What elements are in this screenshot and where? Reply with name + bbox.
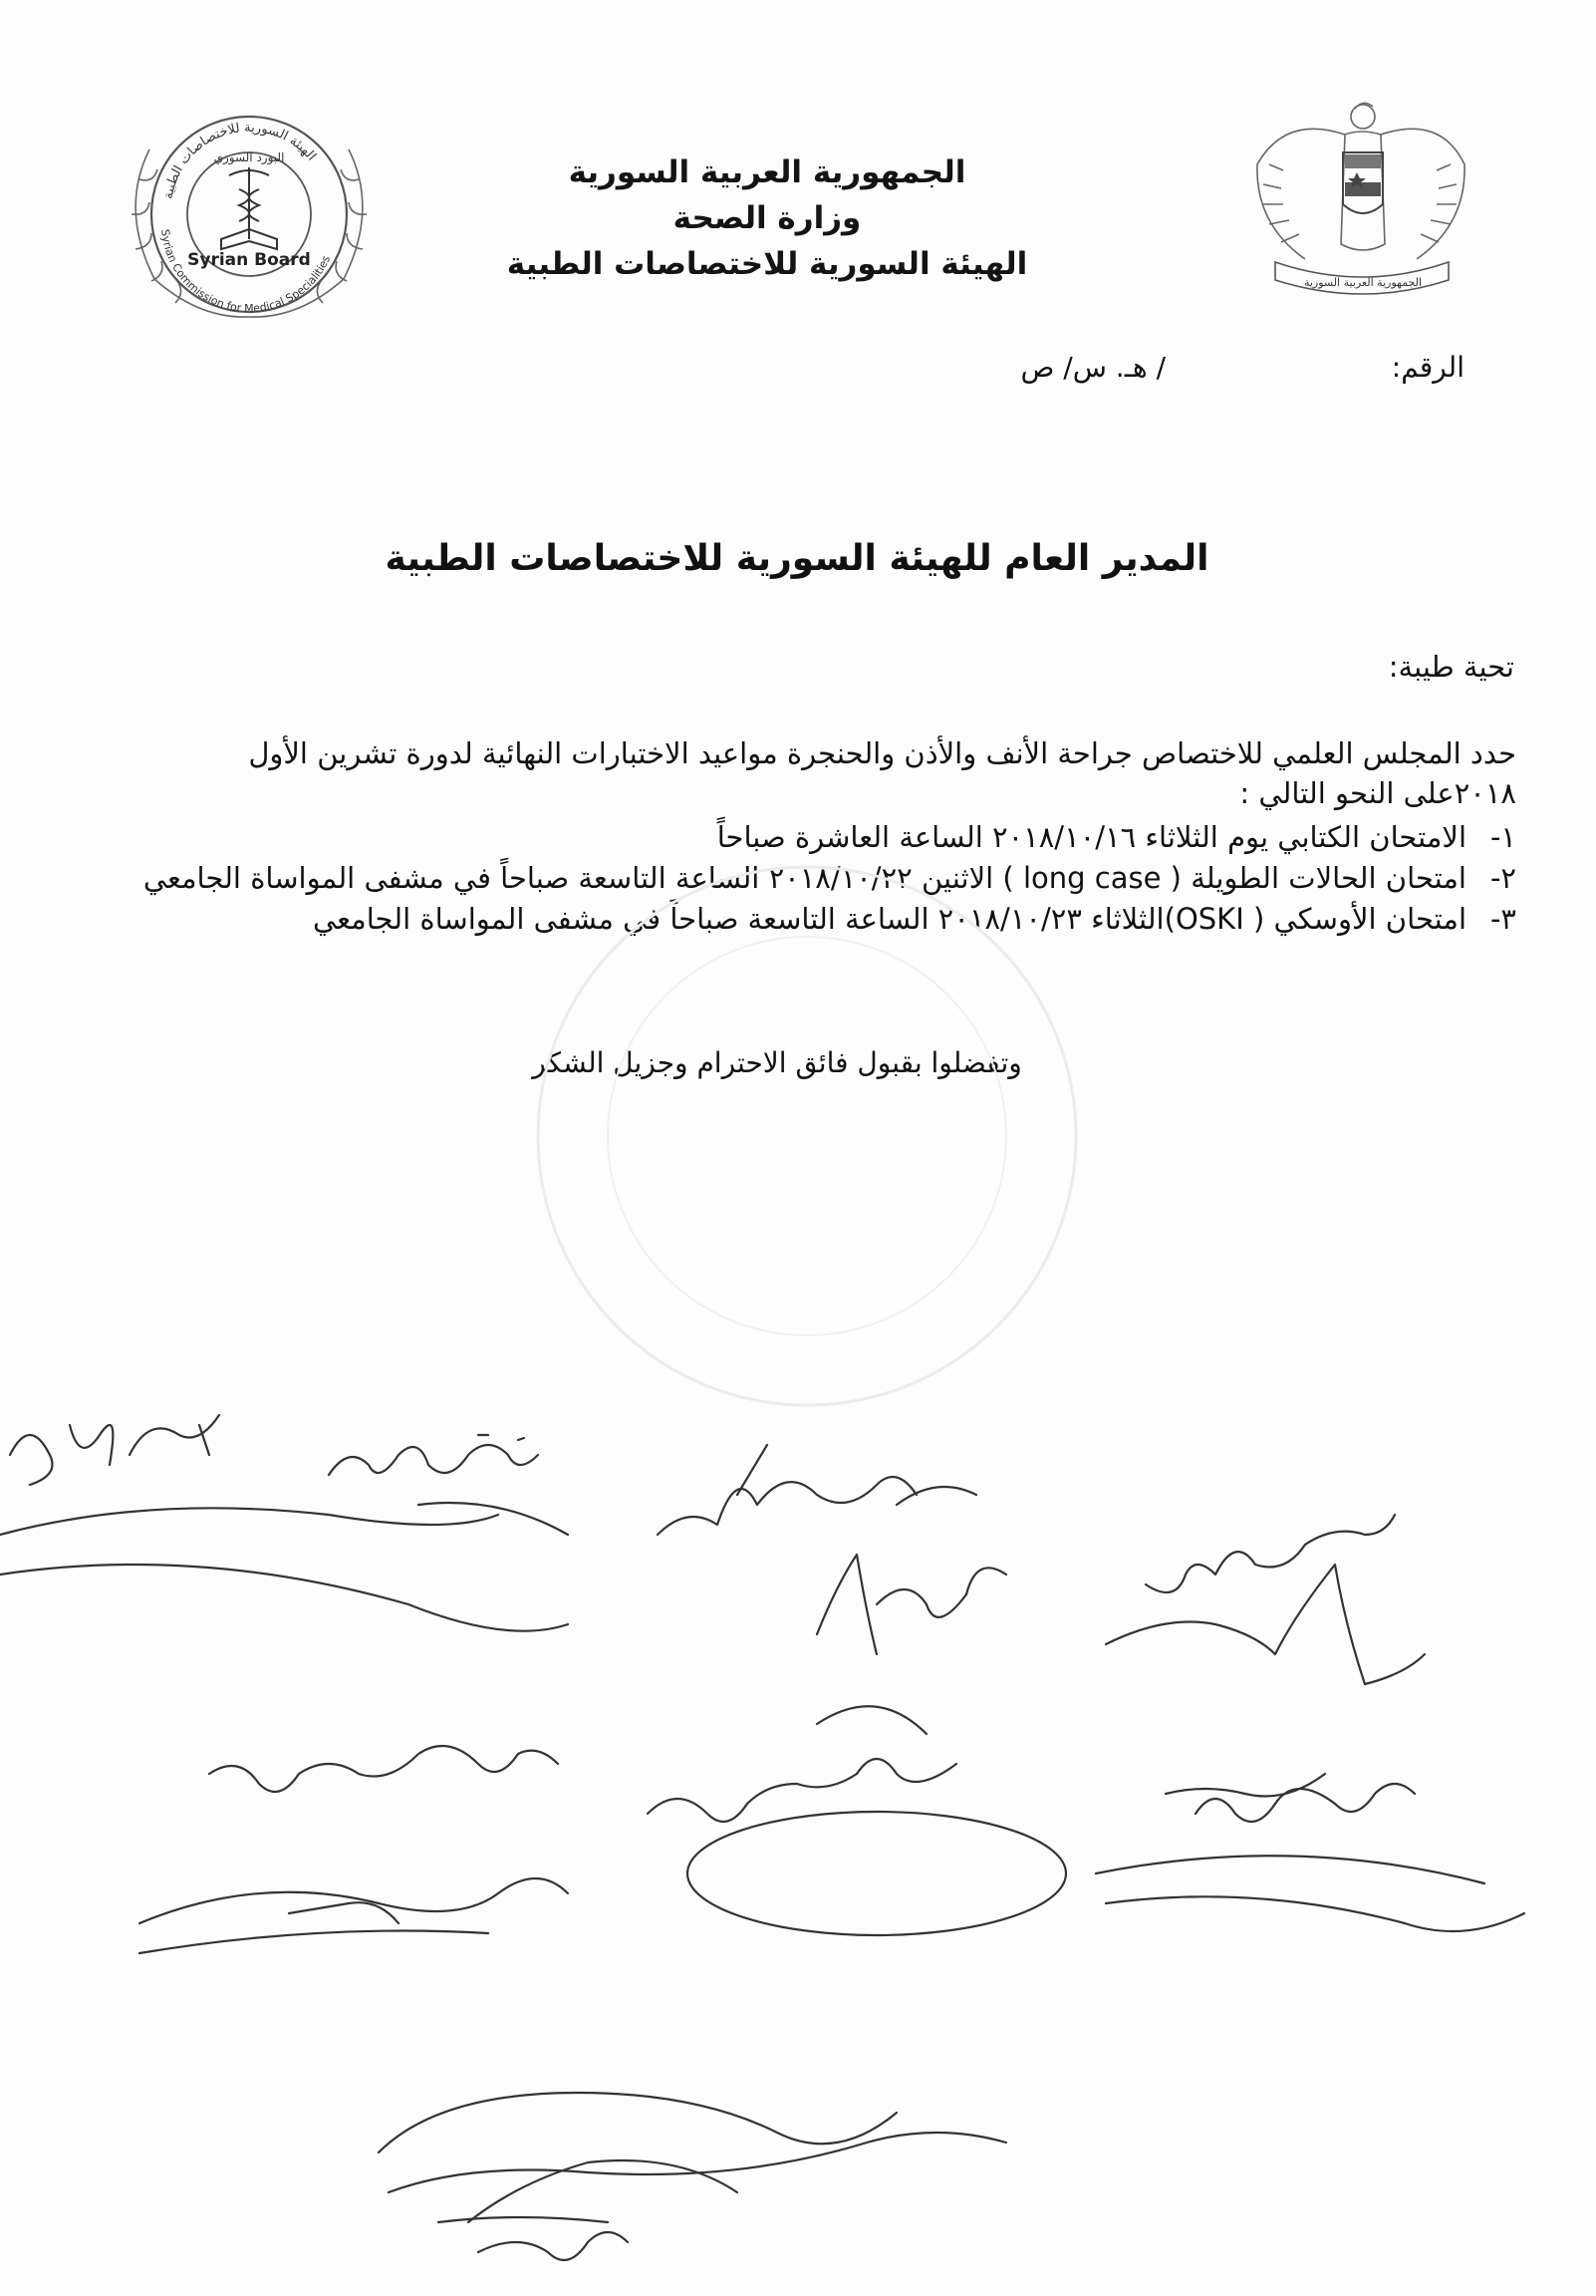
body-paragraph <box>82 733 1516 813</box>
greeting: تحية طيبة: <box>1388 650 1514 684</box>
list-item-number: ٣- <box>1489 902 1516 936</box>
reference-code: / هـ. س/ ص <box>1020 351 1166 384</box>
letterhead-ministry: وزارة الصحة <box>672 200 862 236</box>
signature-7 <box>1096 1774 1524 1931</box>
logo-center-text: Syrian Board <box>187 250 311 270</box>
syrian-board-logo <box>110 90 389 329</box>
list-item-number: ٢- <box>1489 861 1516 895</box>
syrian-eagle-emblem <box>1245 95 1474 309</box>
signature-3 <box>658 1445 1006 1734</box>
signatures-block <box>0 1395 1596 2292</box>
watermark-seal <box>448 857 1166 1415</box>
logo-arc-text-ar: الهيئة السورية للاختصاصات الطبية <box>160 120 319 200</box>
closing-line: وتفضلوا بقبول فائق الاحترام وجزيل الشكر <box>532 1046 1022 1079</box>
letterhead-commission: الهيئة السورية للاختصاصات الطبية <box>506 246 1028 282</box>
document-title: المدير العام للهيئة السورية للاختصاصات الطبية <box>385 538 1209 579</box>
reference-label: الرقم: <box>1391 351 1464 384</box>
list-item-text: الامتحان الكتابي يوم الثلاثاء ٢٠١٨/١٠/١٦ الساعة العاشرة صباحاً <box>716 820 1466 854</box>
signature-2 <box>329 1435 538 1475</box>
logo-arc-text-en: Syrian Commission for Medical Specialities <box>158 228 334 316</box>
letterhead-text <box>478 149 1056 287</box>
letterhead-country: الجمهورية العربية السورية <box>568 154 966 190</box>
signature-5 <box>139 1746 568 1953</box>
list-item-number: ١- <box>1489 820 1516 854</box>
list-item <box>92 817 1516 858</box>
signature-1 <box>0 1415 568 1631</box>
list-item-text: امتحان الأوسكي ( OSKI)الثلاثاء ٢٠١٨/١٠/٢٣ الساعة التاسعة صباحاً في مشفى المواساة الجامعي <box>313 902 1466 936</box>
body-line-1: حدد المجلس العلمي للاختصاص جراحة الأنف والأذن والحنجرة مواعيد الاختبارات النهائية لدورة تشرين الأول <box>248 736 1516 770</box>
signature-8 <box>379 2093 1006 2260</box>
signature-4 <box>1106 1515 1425 1684</box>
body-line-2: ٢٠١٨على النحو التالي : <box>1239 776 1516 810</box>
signature-6 <box>648 1759 1066 1935</box>
list-item-text: امتحان الحالات الطويلة ( long case ) الاثنين ٢٠١٨/١٠/٢٢ الساعة التاسعة صباحاً في مشفى المواساة الجامعي <box>142 861 1466 895</box>
emblem-banner-text: الجمهورية العربية السورية <box>1303 276 1423 289</box>
logo-center-text-ar: البورد السوري <box>213 150 285 164</box>
